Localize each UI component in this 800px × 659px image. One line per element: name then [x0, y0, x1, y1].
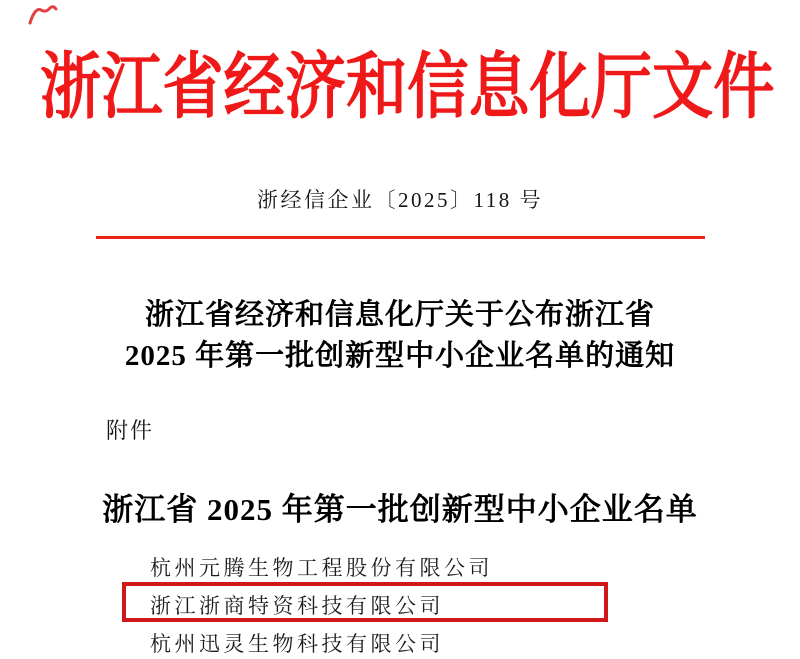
- attachment-list-title: 浙江省 2025 年第一批创新型中小企业名单: [102, 492, 698, 527]
- document-number: 浙经信企业〔2025〕118 号: [257, 188, 543, 212]
- notice-title: [0, 295, 800, 377]
- notice-title-line2: 2025 年第一批创新型中小企业名单的通知: [124, 340, 676, 372]
- red-pen-mark-icon: [26, 3, 60, 31]
- company-item-highlighted: 浙江浙商特资科技有限公司: [150, 594, 444, 618]
- company-list: [150, 549, 493, 659]
- attachment-label: 附件: [106, 418, 155, 443]
- notice-title-line1: 浙江省经济和信息化厅关于公布浙江省: [144, 299, 655, 331]
- red-divider-line: [96, 236, 705, 239]
- company-item: 杭州迅灵生物科技有限公司: [150, 632, 444, 656]
- company-item: 杭州元腾生物工程股份有限公司: [150, 556, 493, 580]
- agency-title: 浙江省经济和信息化厅文件: [40, 46, 775, 128]
